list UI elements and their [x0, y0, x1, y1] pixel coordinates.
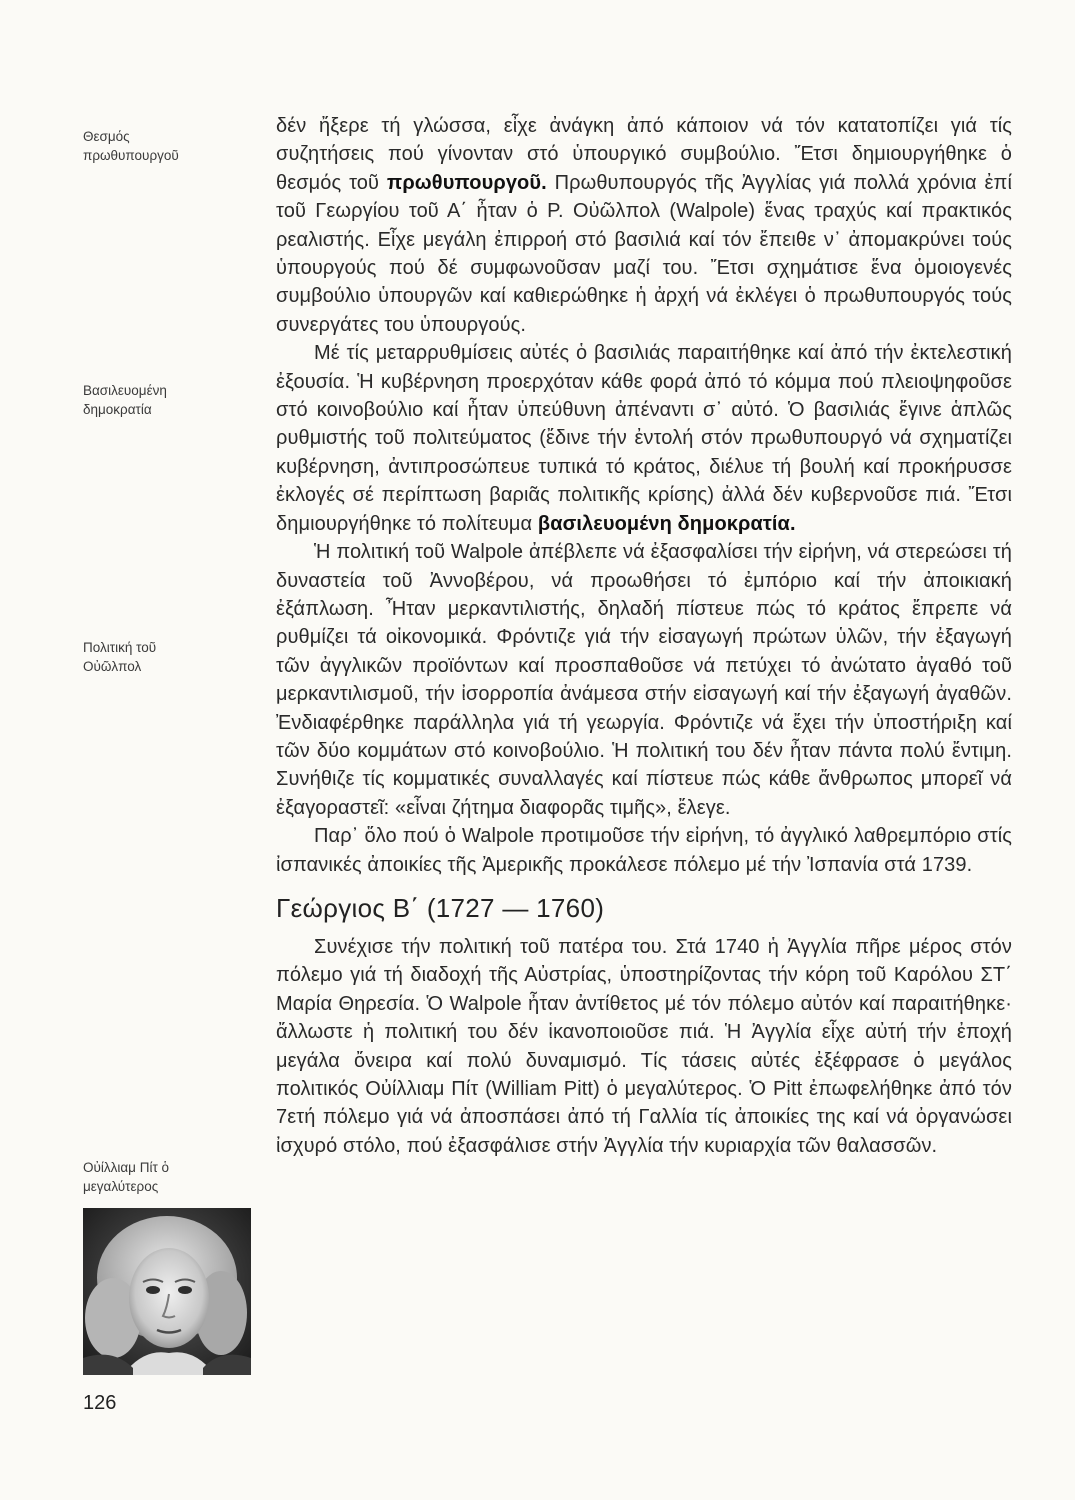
margin-note-line: δημοκρατία — [83, 402, 152, 417]
paragraph — [276, 339, 1012, 538]
margin-note-walpole-policy — [83, 638, 248, 676]
page-number: 126 — [83, 1392, 117, 1414]
margin-note-line: Βασιλευομένη — [83, 383, 167, 398]
portrait-caption — [83, 1158, 248, 1196]
paragraph: Ἡ πολιτική τοῦ Walpole ἀπέβλεπε νά ἐξασφαλίσει τήν εἰρήνη, νά στερεώσει τή δυναστεία τοῦ Ἀννοβέρου, νά προωθήσει τό ἐμπόριο καί τήν ἀποικιακή ἐξάπλωση. Ἦταν μερκαντιλιστής, δηλαδή πίστευε πώς τό κράτος ἔπρεπε νά ρυθμίζει τά οἰκονομικά. Φρόντιζε γιά τήν εἰσαγωγή πρώτων ὑλῶν, τήν ἐξαγωγή τῶν ἀγγλικῶν προϊόντων καί προσπαθοῦσε νά πετύχει τό ἀνώτατο ἀγαθό τοῦ μερκαντιλισμοῦ, τήν ἰσορροπία ἀνάμεσα στήν εἰσαγωγή καί τήν ἐξαγωγή ἀγαθῶν. Ἐνδιαφέρθηκε παράλληλα γιά τή γεωργία. Φρόντιζε νά ἔχει τήν ὑποστήριξη καί τῶν δύο κομμάτων στό κοινοβούλιο. Ἡ πολιτική του δέν ἦταν πάντα πολύ ἔντιμη. Συνήθιζε τίς κομματικές συναλλαγές καί πίστευε πώς κάθε ἄνθρωπος μπορεῖ νά ἐξαγοραστεῖ: «εἶναι ζήτημα διαφορᾶς τιμῆς», ἔλεγε. — [276, 541, 1012, 819]
margin-note-line: πρωθυπουργοῦ — [83, 148, 179, 163]
paragraph: Συνέχισε τήν πολιτική τοῦ πατέρα του. Στά 1740 ἡ Ἀγγλία πῆρε μέρος στόν πόλεμο γιά τή διαδοχή τῆς Αὐστρίας, ὑποστηρίζοντας τήν κόρη τοῦ Καρόλου ΣΤ΄ Μαρία Θηρεσία. Ὁ Walpole ἦταν ἀντίθετος μέ τόν πόλεμο αὐτόν καί παραιτήθηκε· ἄλλωστε ἡ πολιτική του δέν ἱκανοποιοῦσε πιά. Ἡ Ἀγγλία εἶχε αὐτή τήν ἐποχή μεγάλα ὄνειρα καί πολύ δυναμισμό. Τίς τάσεις αὐτές ἐξέφρασε ὁ μεγάλος πολιτικός Οὐίλλιαμ Πίτ (William Pitt) ὁ μεγαλύτερος. Ὁ Pitt ἐπωφελήθηκε ἀπό τόν 7ετή πόλεμο γιά νά ἀποσπάσει ἀπό τή Γαλλία τίς ἀποικίες της καί νά ὀργανώσει ἰσχυρό στόλο, πού ἐξασφάλισε στήν Ἀγγλία τήν κυριαρχία τῶν θαλασσῶν. — [276, 935, 1012, 1157]
caption-line: μεγαλύτερος — [83, 1179, 159, 1194]
text-run: Πρωθυπουργός τῆς Ἀγγλίας γιά πολλά χρόνια ἐπί τοῦ Γεωργίου τοῦ Α΄ ἦταν ὁ Ρ. Οὐῶλπολ (Walpole) ἕνας τραχύς καί πρακτικός ρεαλιστής. Εἶχε μεγάλη ἐπιρροή στό βασιλιά καί τόν ἔπειθε ν᾿ ἀπομακρύνει τούς ὑπουργούς πού δέ συμφωνοῦσαν μαζί του. Ἔτσι σχημάτισε ἕνα ὁμοιογενές συμβούλιο ὑπουργῶν καί καθιερώθηκε ἡ ἀρχή νά ἐκλέγει ὁ πρωθυπουργός τούς συνεργάτες του ὑπουργούς. — [276, 171, 1012, 336]
paragraph: Παρ᾿ ὅλο πού ὁ Walpole προτιμοῦσε τήν εἰρήνη, τό ἀγγλικό λαθρεμπόριο στίς ἰσπανικές ἀποικίες τῆς Ἀμερικῆς προκάλεσε πόλεμο μέ τήν Ἰσπανία στά 1739. — [276, 825, 1012, 876]
margin-note-prime-minister — [83, 127, 248, 165]
portrait-image — [83, 1208, 251, 1375]
margin-note-crowned-democracy — [83, 381, 248, 419]
text-run: δέν ἤξερε τή γλώσσα, εἶχε ἀνάγκη ἀπό κάποιον νά τόν κατατοπίζει γιά τίς συζητήσεις πού γίνονταν στό ὑπουργικό συμβούλιο. Ἔτσι δημιουργήθηκε ὁ θεσμός τοῦ — [276, 115, 1012, 194]
margin-note-line: Θεσμός — [83, 129, 130, 144]
portrait-illustration — [83, 1208, 251, 1375]
paragraph — [276, 112, 1012, 339]
bold-term-prime-minister: πρωθυπουργοῦ. — [386, 171, 547, 194]
margin-note-line: Πολιτική τοῦ — [83, 640, 157, 655]
text-run: Μέ τίς μεταρρυθμίσεις αὐτές ὁ βασιλιάς παραιτήθηκε καί ἀπό τήν ἐκτελεστική ἐξουσία. Ἡ κυβέρνηση προερχόταν κάθε φορά ἀπό τό κόμμα πού πλειοψηφοῦσε στό κοινοβούλιο καί ἦταν ὑπεύθυνη ἀπέναντι σ᾿ αὐτό. Ὁ βασιλιάς ἔγινε ἁπλῶς ρυθμιστής τοῦ πολιτεύματος (ἔδινε τήν ἐντολή στόν πρωθυπουργό νά σχηματίζει κυβέρνηση, ἀντιπροσώπευε τυπικά τό κράτος, διέλυε τή βουλή καί προκήρυσσε ἐκλογές σέ περίπτωση βαριᾶς πολιτικῆς κρίσης) ἀλλά δέν κυβερνοῦσε πιά. Ἔτσι δημιουργήθηκε τό πολίτευμα — [276, 342, 1012, 535]
main-text — [276, 112, 1012, 1160]
caption-line: Οὐίλλιαμ Πίτ ὁ — [83, 1160, 170, 1175]
bold-term-crowned-democracy: βασιλευομένη δημοκρατία. — [537, 512, 796, 535]
margin-note-line: Οὐῶλπολ — [83, 659, 142, 674]
section-heading: Γεώργιος Β΄ (1727 — 1760) — [276, 892, 605, 923]
